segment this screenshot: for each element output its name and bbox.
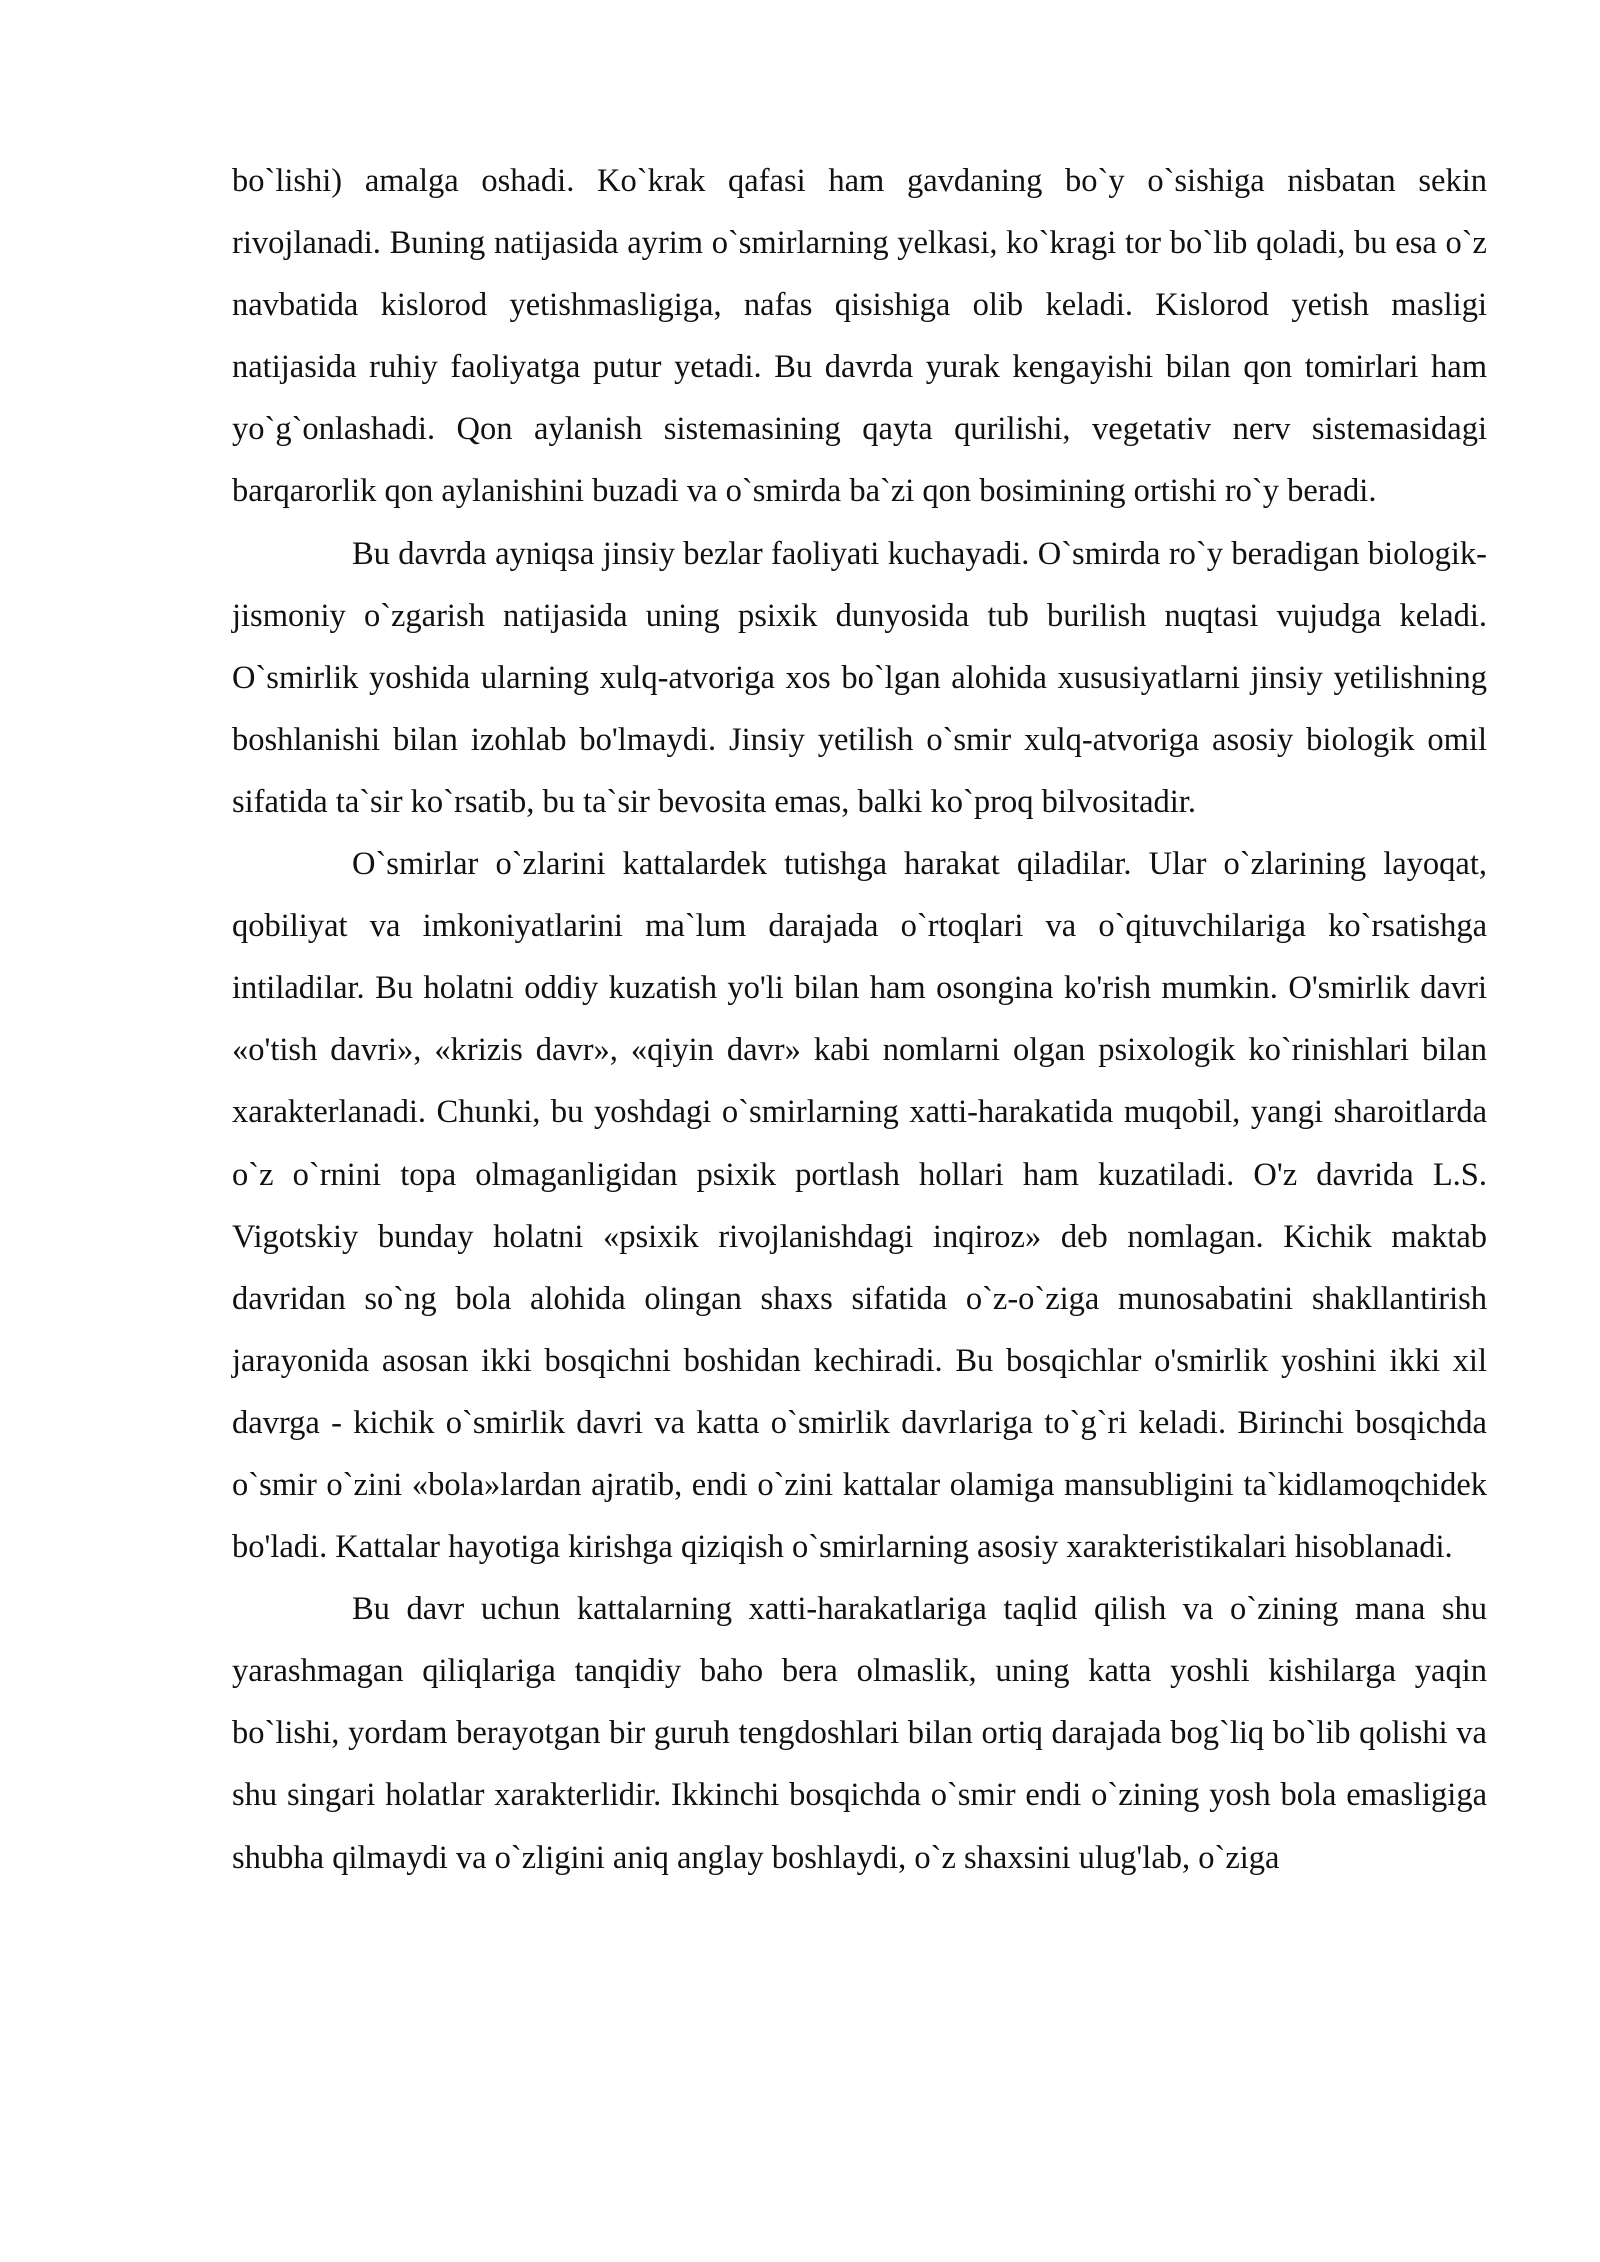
paragraph-3: O`smirlar o`zlarini kattalardek tutishga harakat qiladilar. Ular o`zlarining layoqat, qobiliyat va imkoniyatlarini ma`lum darajada o`rtoqlari va o`qituvchilariga ko`rsatishga intiladilar. Bu holatni oddiy kuzatish yo'li bilan ham osongina ko'rish mumkin. O'smirlik davri «o'tish davri», «krizis davr», «qiyin davr» kabi nomlarni olgan psixologik ko`rinishlari bilan xarakterlanadi. Chunki, bu yoshdagi o`smirlarning xatti-harakatida muqobil, yangi sharoitlarda o`z o`rnini topa olmaganligidan psixik portlash hollari ham kuzatiladi. O'z davrida L.S. Vigotskiy bunday holatni «psixik rivojlanishdagi inqiroz» deb nomlagan. Kichik maktab davridan so`ng bola alohida olingan shaxs sifatida o`z-o`ziga munosabatini shakllantirish jarayonida asosan ikki bosqichni boshidan kechiradi. Bu bosqichlar o'smirlik yoshini ikki xil davrga - kichik o`smirlik davri va katta o`smirlik davrlariga to`g`ri keladi. Birinchi bosqichda o`smir o`zini «bola»lardan ajratib, endi o`zini kattalar olamiga mansubligini ta`kidlamoqchidek bo'ladi. Kattalar hayotiga kirishga qiziqish o`smirlarning asosiy xarakteristikalari hisoblanadi. [232,846,1487,1566]
paragraph-2: Bu davrda ayniqsa jinsiy bezlar faoliyati kuchayadi. O`smirda ro`y beradigan biologik-jismoniy o`zgarish natijasida uning psixik dunyosida tub burilish nuqtasi vujudga keladi. O`smirlik yoshida ularning xulq-atvoriga xos bo`lgan alohida xususiyatlarni jinsiy yetilishning boshlanishi bilan izohlab bo'lmaydi. Jinsiy yetilish o`smir xulq-atvoriga asosiy biologik omil sifatida ta`sir ko`rsatib, bu ta`sir bevosita emas, balki ko`proq bilvositadir. [232,535,1487,820]
paragraph-4: Bu davr uchun kattalarning xatti-harakatlariga taqlid qilish va o`zining mana shu yarashmagan qiliqlariga tanqidiy baho bera olmaslik, uning katta yoshli kishilarga yaqin bo`lishi, yordam berayotgan bir guruh tengdoshlari bilan ortiq darajada bog`liq bo`lib qolishi va shu singari holatlar xarakterlidir. Ikkinchi bosqichda o`smir endi o`zining yosh bola emasligiga shubha qilmaydi va o`zligini aniq anglay boshlaydi, o`z shaxsini ulug'lab, o`ziga [232,1591,1487,1876]
paragraph-1: bo`lishi) amalga oshadi. Ko`krak qafasi ham gavdaning bo`y o`sishiga nisbatan sekin rivojlanadi. Buning natijasida ayrim o`smirlarning yelkasi, ko`kragi tor bo`lib qoladi, bu esa o`z navbatida kislorod yetishmasligiga, nafas qisishiga olib keladi. Kislorod yetish masligi natijasida ruhiy faoliyatga putur yetadi. Bu davrda yurak kengayishi bilan qon tomirlari ham yo`g`onlashadi. Qon aylanish sistemasining qayta qurilishi, vegetativ nerv sistemasidagi barqarorlik qon aylanishini buzadi va o`smirda ba`zi qon bosimining ortishi ro`y beradi. [232,163,1487,510]
document-body [232,150,1487,1889]
